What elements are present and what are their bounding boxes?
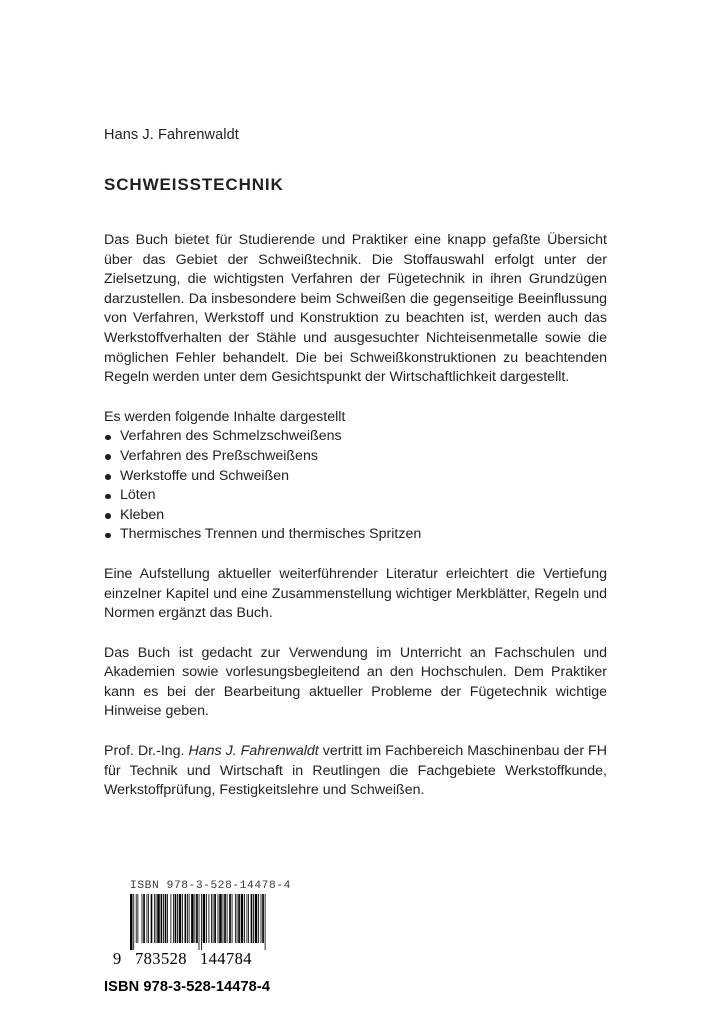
list-item	[104, 506, 607, 526]
bullet-icon	[105, 494, 111, 500]
biography-author-name: Hans J. Fahrenwaldt	[188, 743, 319, 760]
list-item-label: Werkstoffe und Schweißen	[120, 467, 290, 484]
barcode-isbn-top-label: ISBN 978-3-528-14478-4	[130, 880, 291, 892]
isbn-bottom-label: ISBN 978-3-528-14478-4	[104, 979, 271, 995]
barcode-digit-lead: 9	[113, 949, 122, 968]
barcode-digits	[104, 949, 274, 968]
biography-prefix: Prof. Dr.-Ing.	[104, 743, 189, 760]
contents-list	[104, 427, 607, 545]
barcode-digits-left: 783528	[135, 949, 187, 968]
cover-text-column	[104, 126, 607, 801]
bullet-icon	[105, 474, 111, 480]
bullet-icon	[105, 454, 111, 460]
list-item-label: Verfahren des Schmelzschweißens	[120, 428, 342, 445]
biography-suffix: vertritt im Fachbereich Maschinenbau der FH für Technik und Wirtschaft in Reutlingen die Fachgebiete Werkstoffkunde, Werkstoffprüfung, Festigkeitslehre und Schweißen.	[104, 743, 607, 799]
author-name: Hans J. Fahrenwaldt	[104, 127, 239, 143]
bullet-icon	[105, 435, 111, 441]
list-item	[104, 427, 607, 447]
contents-list-block	[104, 408, 607, 545]
list-item	[104, 467, 607, 487]
barcode-bars-icon	[130, 894, 268, 950]
description-paragraph-2: Eine Aufstellung aktueller weiterführender Literatur erleichtert die Vertiefung einzelner Kapitel und eine Zusammenstellung wichtiger Merkblätter, Regeln und Normen ergänzt das Buch.	[104, 565, 607, 622]
list-item-label: Löten	[120, 487, 156, 504]
list-item	[104, 486, 607, 506]
list-item-label: Thermisches Trennen und thermisches Spritzen	[120, 526, 422, 543]
description-paragraph-3: Das Buch ist gedacht zur Verwendung im Unterricht an Fachschulen und Akademien sowie vorlesungsbegleitend an den Hochschulen. Dem Praktiker kann es bei der Bearbeitung aktueller Probleme der Fügetechnik wichtige Hinweise geben.	[104, 644, 607, 720]
contents-list-intro: Es werden folgende Inhalte dargestellt	[104, 408, 346, 425]
barcode-block	[104, 880, 404, 995]
description-paragraph-1: Das Buch bietet für Studierende und Praktiker eine knapp gefaßte Übersicht über das Gebiet der Schweißtechnik. Die Stoffauswahl erfolgt unter der Zielsetzung, die wichtigsten Verfahren der Fügetechnik in ihren Grundzügen darzustellen. Da insbesondere beim Schweißen die gegenseitige Beeinflussung von Verfahren, Werkstoff und Konstruktion zu beachten ist, werden auch das Werkstoffverhalten der Stähle und ausgesuchter Nichteisenmetalle sowie die möglichen Fehler behandelt. Die bei Schweißkonstruktionen zu beachtenden Regeln werden unter dem Gesichtspunkt der Wirtschaftlichkeit dargestellt.	[104, 232, 607, 386]
list-item-label: Kleben	[120, 506, 165, 523]
author-biography	[104, 742, 607, 801]
list-item-label: Verfahren des Preßschweißens	[120, 447, 318, 464]
bullet-icon	[105, 533, 111, 539]
ean13-barcode-graphic	[130, 894, 268, 950]
list-item	[104, 447, 607, 467]
book-title: SCHWEISSTECHNIK	[104, 175, 284, 194]
bullet-icon	[105, 513, 111, 519]
list-item	[104, 525, 607, 545]
barcode-digits-right: 144784	[200, 949, 252, 968]
